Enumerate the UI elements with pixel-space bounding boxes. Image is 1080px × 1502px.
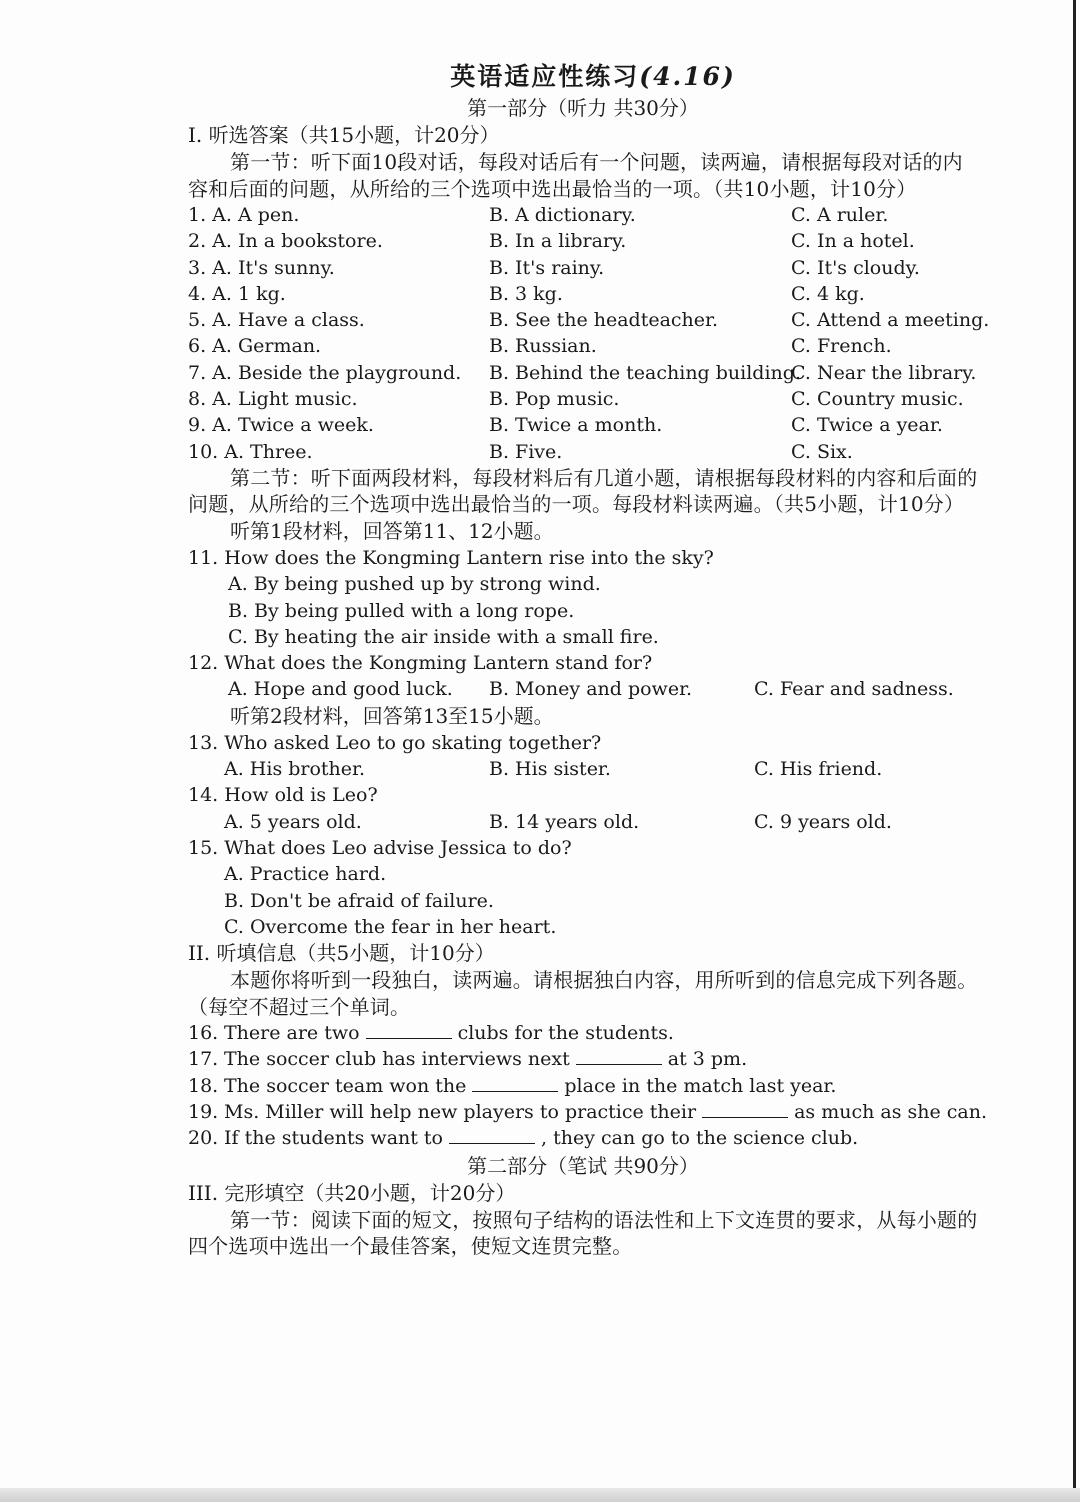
option-b: B. It's rainy. [489, 256, 605, 279]
option-text: B. Don't be afraid of failure. [224, 889, 494, 912]
question-number: 16. [188, 1022, 219, 1045]
mc-question-3 [188, 255, 978, 281]
title-date: (4.16) [639, 62, 736, 91]
option-b: B. Money and power. [489, 678, 693, 701]
option-c: C. A ruler. [791, 204, 889, 226]
prompt-after: clubs for the students. [457, 1022, 674, 1045]
mc-question-6 [188, 333, 978, 359]
fill-line [188, 1125, 858, 1151]
question-14 [188, 782, 978, 808]
answer-blank[interactable] [472, 1073, 558, 1092]
option-b: B. Behind the teaching building. [489, 361, 801, 384]
option-b: B. 3 kg. [489, 282, 563, 305]
exam-title [188, 60, 978, 94]
option-b: B. 14 years old. [489, 810, 640, 833]
prompt-after: as much as she can. [794, 1101, 988, 1124]
fill-line [188, 1099, 987, 1125]
mc-question-7 [188, 360, 978, 386]
page-edge-shadow [1073, 0, 1076, 1502]
section-one-heading: I. 听选答案（共15小题，计20分） [188, 123, 500, 147]
fill-question-18 [188, 1073, 978, 1099]
multiple-choice-list [188, 202, 990, 465]
section-two-heading: II. 听填信息（共5小题，计10分） [188, 941, 495, 966]
question-11-option-b [188, 598, 978, 624]
answer-blank[interactable] [576, 1046, 662, 1065]
option-a: 5. A. Have a class. [188, 309, 365, 332]
title-main: 英语适应性练习 [450, 62, 640, 91]
question-12 [188, 650, 978, 676]
answer-blank[interactable] [449, 1125, 535, 1144]
fill-line [188, 1073, 836, 1099]
option-c: C. In a hotel. [791, 230, 915, 253]
option-a: 9. A. Twice a week. [188, 414, 374, 437]
question-15-option-a [188, 861, 978, 887]
option-a: 2. A. In a bookstore. [188, 230, 383, 253]
option-b: B. Twice a month. [489, 414, 663, 437]
question-12-text: 12. What does the Kongming Lantern stand for? [188, 652, 653, 675]
option-text: B. By being pulled with a long rope. [228, 599, 575, 622]
question-15-option-b [188, 888, 978, 914]
option-c: C. His friend. [754, 758, 883, 781]
question-13-text: 13. Who asked Leo to go skating together? [188, 731, 602, 754]
question-12-options [188, 676, 978, 702]
question-13-options [188, 756, 978, 782]
prompt-before: The soccer club has interviews next [224, 1048, 570, 1071]
mc-question-5 [188, 307, 990, 333]
prompt-before: There are two [224, 1022, 360, 1045]
option-b: B. Pop music. [489, 388, 620, 411]
question-14-text: 14. How old is Leo? [188, 784, 378, 807]
question-15-option-c [188, 914, 978, 940]
fill-in-list [188, 1020, 988, 1151]
mc-question-9 [188, 412, 978, 438]
option-a: 10. A. Three. [188, 440, 313, 463]
material-two-label: 听第2段材料，回答第13至15小题。 [230, 703, 554, 728]
question-13 [188, 730, 978, 756]
option-b: B. A dictionary. [489, 204, 636, 226]
page-bottom-shadow [0, 1488, 1080, 1502]
option-b: B. In a library. [489, 230, 627, 253]
option-a: A. Hope and good luck. [228, 678, 453, 701]
option-c: C. 4 kg. [791, 282, 865, 305]
option-text: A. By being pushed up by strong wind. [228, 573, 601, 596]
prompt-before: Ms. Miller will help new players to practice their [224, 1101, 697, 1124]
option-b: B. His sister. [489, 758, 611, 781]
option-text: C. By heating the air inside with a small fire. [228, 625, 659, 648]
question-11 [188, 545, 978, 571]
question-number: 20. [188, 1127, 219, 1150]
section-three-intro: 第一节：阅读下面的短文，按照句子结构的语法性和上下文连贯的要求，从每小题的四个选项中选出一个最佳答案，使短文连贯完整。 [188, 1207, 978, 1259]
answer-blank[interactable] [702, 1099, 788, 1118]
option-b: B. Five. [489, 440, 563, 463]
question-15 [188, 835, 978, 861]
exam-content [188, 60, 990, 1260]
prompt-after: at 3 pm. [667, 1048, 748, 1071]
section-one-sub2-intro: 第二节：听下面两段材料，每段材料后有几道小题，请根据每段材料的内容和后面的问题，从所给的三个选项中选出最恰当的一项。每段材料读两遍。（共5小题，计10分） [188, 465, 978, 517]
prompt-after: , they can go to the science club. [541, 1127, 859, 1150]
mc-question-1 [188, 202, 978, 228]
section-three-heading: III. 完形填空（共20小题，计20分） [188, 1180, 516, 1205]
mc-question-8 [188, 386, 978, 412]
option-b: B. Russian. [489, 335, 597, 358]
option-a: 7. A. Beside the playground. [188, 361, 462, 384]
option-a: 8. A. Light music. [188, 388, 358, 411]
section-one-sub1-intro: 第一节：听下面10段对话，每段对话后有一个问题，读两遍，请根据每段对话的内容和后面的问题，从所给的三个选项中选出最恰当的一项。（共10小题，计10分） [188, 150, 963, 201]
fill-question-19 [188, 1099, 988, 1125]
option-c: C. Fear and sadness. [754, 678, 954, 701]
option-c: C. Near the library. [791, 361, 977, 384]
option-a: 6. A. German. [188, 335, 322, 358]
prompt-before: The soccer team won the [224, 1074, 467, 1097]
option-c: C. Attend a meeting. [791, 309, 990, 332]
part-two-heading: 第二部分（笔试 共90分） [467, 1153, 699, 1178]
option-a: 4. A. 1 kg. [188, 282, 286, 305]
prompt-after: place in the match last year. [564, 1074, 837, 1097]
question-11-option-c [188, 624, 978, 650]
question-number: 18. [188, 1074, 219, 1097]
option-b: B. See the headteacher. [489, 309, 719, 332]
option-c: C. Twice a year. [791, 414, 943, 437]
answer-blank[interactable] [366, 1020, 452, 1039]
fill-question-16 [188, 1020, 978, 1046]
fill-question-17 [188, 1046, 978, 1072]
option-a: A. 5 years old. [224, 810, 362, 833]
fill-line [188, 1046, 747, 1072]
option-c: C. 9 years old. [754, 810, 892, 833]
question-14-options [188, 809, 978, 835]
mc-question-4 [188, 281, 978, 307]
part-one-heading: 第一部分（听力 共30分） [467, 96, 699, 120]
option-text: A. Practice hard. [224, 863, 387, 886]
option-c: C. French. [791, 335, 892, 358]
mc-question-2 [188, 228, 978, 254]
option-c: C. It's cloudy. [791, 256, 920, 279]
option-a: 3. A. It's sunny. [188, 256, 335, 279]
option-a: A. His brother. [224, 758, 366, 781]
option-a: 1. A. A pen. [188, 204, 300, 226]
question-15-text: 15. What does Leo advise Jessica to do? [188, 836, 572, 859]
fill-line [188, 1020, 674, 1046]
fill-question-20 [188, 1125, 978, 1151]
prompt-before: If the students want to [224, 1127, 444, 1150]
question-11-option-a [188, 571, 978, 597]
section-two-intro: 本题你将听到一段独白，读两遍。请根据独白内容，用所听到的信息完成下列各题。（每空不超过三个单词。 [188, 968, 978, 1019]
question-number: 17. [188, 1048, 219, 1071]
option-text: C. Overcome the fear in her heart. [224, 915, 557, 938]
material-one-label: 听第1段材料，回答第11、12小题。 [230, 518, 554, 543]
mc-question-10 [188, 439, 978, 465]
question-11-text: 11. How does the Kongming Lantern rise into the sky? [188, 546, 714, 569]
option-c: C. Six. [791, 440, 853, 463]
question-number: 19. [188, 1101, 219, 1124]
option-c: C. Country music. [791, 388, 964, 411]
